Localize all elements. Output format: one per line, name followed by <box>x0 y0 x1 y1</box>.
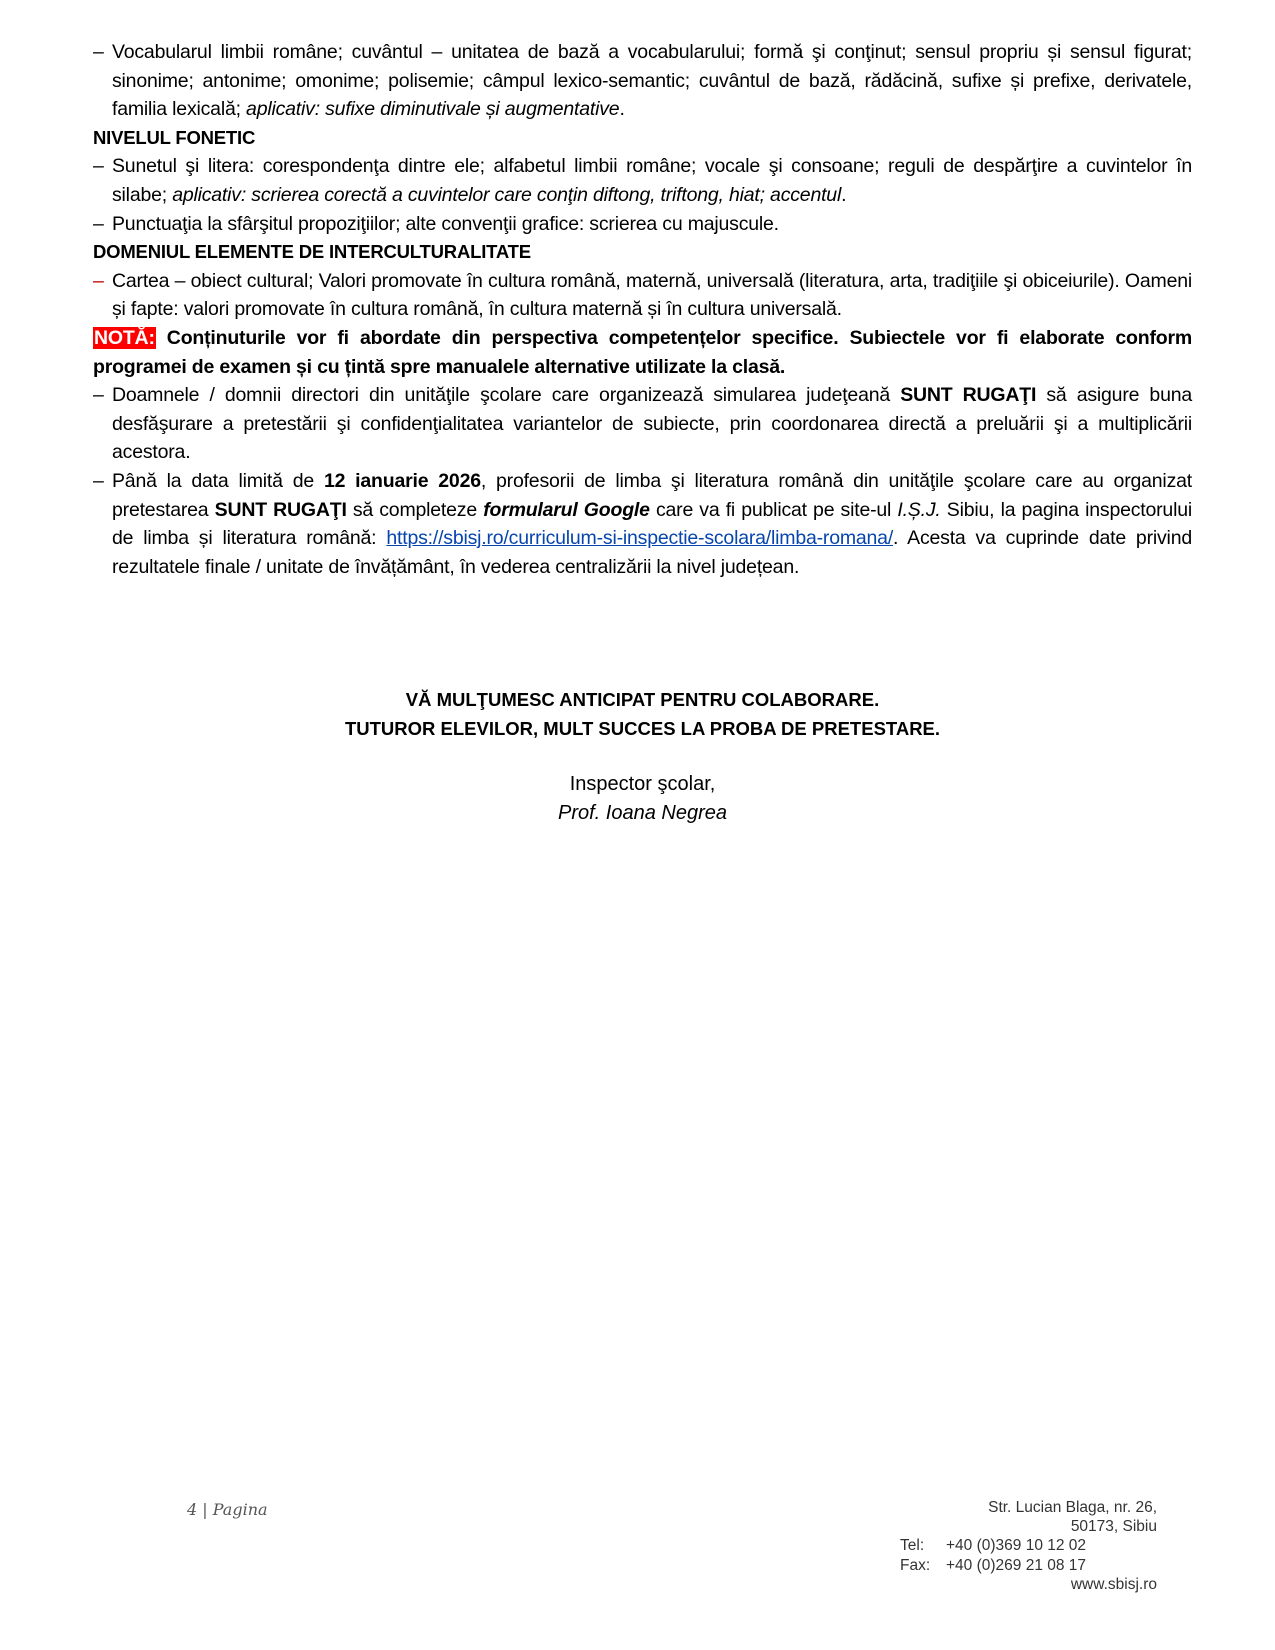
list-item-cartea <box>93 267 1192 324</box>
fax-value: +40 (0)269 21 08 17 <box>946 1556 1087 1574</box>
termen-text-5: Sibiu, la pagina inspectorului de limba și literatura română: <box>112 498 1192 550</box>
address-line-2: 50173, Sibiu <box>1070 1518 1157 1536</box>
signatory-role: Inspector şcolar, <box>569 773 716 795</box>
list-item-punctuatia <box>93 210 1192 239</box>
curriculum-link[interactable]: https://sbisj.ro/curriculum-si-inspectie-scolara/limba-romana/ <box>386 527 894 550</box>
fax-row <box>900 1556 1157 1575</box>
heading-nivelul-fonetic: NIVELUL FONETIC <box>93 126 256 148</box>
nota-label: NOTĂ: <box>94 326 155 349</box>
closing-thanks <box>93 686 1192 743</box>
termen-text-2: , profesorii de limba şi literatura română din unităţile şcolare care au organizat pretestarea <box>112 469 1192 521</box>
vocab-applied: aplicativ: sufixe diminutivale și augmentative <box>246 98 620 121</box>
tel-value: +40 (0)369 10 12 02 <box>946 1537 1087 1555</box>
termen-text-6: . Acesta va cuprinde date privind rezultatele finale / unitate de învățământ, în vederea centralizării la nivel județean. <box>112 527 1192 578</box>
success-line: TUTUROR ELEVILOR, MULT SUCCES LA PROBA DE PRETESTARE. <box>344 717 941 739</box>
dash-bullet: – <box>93 384 104 407</box>
footer-contact <box>900 1498 1157 1594</box>
signature-block <box>93 770 1192 828</box>
directori-text-2: să asigure buna desfăşurare a pretestării şi confidenţialitatea variantelor de subiecte, prin coordonarea directă a preluării şi a multiplicării acestora. <box>112 384 1193 464</box>
google-form-mention: formularul Google <box>483 498 650 521</box>
dash-bullet: – <box>93 269 104 292</box>
heading-interculturalitate: DOMENIUL ELEMENTE DE INTERCULTURALITATE <box>93 241 531 263</box>
tel-row <box>900 1536 1157 1555</box>
directori-emphasis: SUNT RUGAŢI <box>900 384 1037 407</box>
list-item-vocabular <box>93 38 1192 124</box>
signatory-name: Prof. Ioana Negrea <box>558 802 727 824</box>
termen-emphasis: SUNT RUGAŢI <box>214 498 347 521</box>
termen-text-3: să completeze <box>346 498 484 521</box>
termen-text-4: care va fi publicat pe site-ul <box>649 498 898 521</box>
termen-text-1: Până la data limită de <box>112 469 324 492</box>
vocab-text: Vocabularul limbii române; cuvântul – unitatea de bază a vocabularului; formă şi conţinut; sensul propriu și sensul figurat; sinonime; antonime; omonime; polisemie; câmpul lexico-semantic; cuvântul de bază, rădăcină, sufixe și prefixe, derivatele, familia lexicală; <box>112 41 1192 121</box>
list-item-termen <box>93 467 1192 581</box>
isj-abbrev: I.Ș.J. <box>897 498 941 521</box>
dash-bullet: – <box>93 41 104 63</box>
address-line-1: Str. Lucian Blaga, nr. 26, <box>988 1499 1157 1516</box>
dash-bullet: – <box>93 212 104 235</box>
thanks-line: VĂ MULŢUMESC ANTICIPAT PENTRU COLABORARE. <box>405 689 880 710</box>
deadline-date: 12 ianuarie 2026 <box>323 469 481 492</box>
list-item-directori <box>93 381 1192 467</box>
nota-text: Conținuturile vor fi abordate din perspectiva competențelor specifice. Subiectele vor fi elaborate conform programei de examen și cu țintă spre manualele alternative utilizate la clasă. <box>93 326 1192 378</box>
cartea-text: Cartea – obiect cultural; Valori promovate în cultura română, maternă, universală (literatura, arta, tradiţiile şi obiceiurile). Oameni și fapte: valori promovate în cultura română, în cultura maternă și în cultura universală. <box>112 269 1192 321</box>
vocab-end: . <box>619 98 625 121</box>
tel-label: Tel: <box>900 1537 925 1555</box>
list-item-sunetul <box>93 152 1192 209</box>
page-number: 4 | Pagina <box>187 1500 268 1519</box>
fax-label: Fax: <box>900 1556 931 1574</box>
document-body <box>93 38 1192 581</box>
punctuatia-text: Punctuaţia la sfârşitul propoziţiilor; alte convenţii grafice: scrierea cu majuscule. <box>112 212 779 235</box>
sunetul-text: Sunetul şi litera: corespondenţa dintre ele; alfabetul limbii române; vocale şi consoane; reguli de despărţire a cuvintelor în silabe; <box>112 155 1192 206</box>
sunetul-end: . <box>841 183 847 206</box>
directori-text-1: Doamnele / domnii directori din unităţile şcolare care organizează simularea judeţeană <box>112 384 901 407</box>
sunetul-applied: aplicativ: scrierea corectă a cuvintelor care conţin diftong, triftong, hiat; accentul <box>172 183 842 206</box>
nota-paragraph <box>93 324 1192 381</box>
website[interactable]: www.sbisj.ro <box>1070 1575 1157 1593</box>
dash-bullet: – <box>93 469 104 492</box>
dash-bullet: – <box>93 155 104 178</box>
